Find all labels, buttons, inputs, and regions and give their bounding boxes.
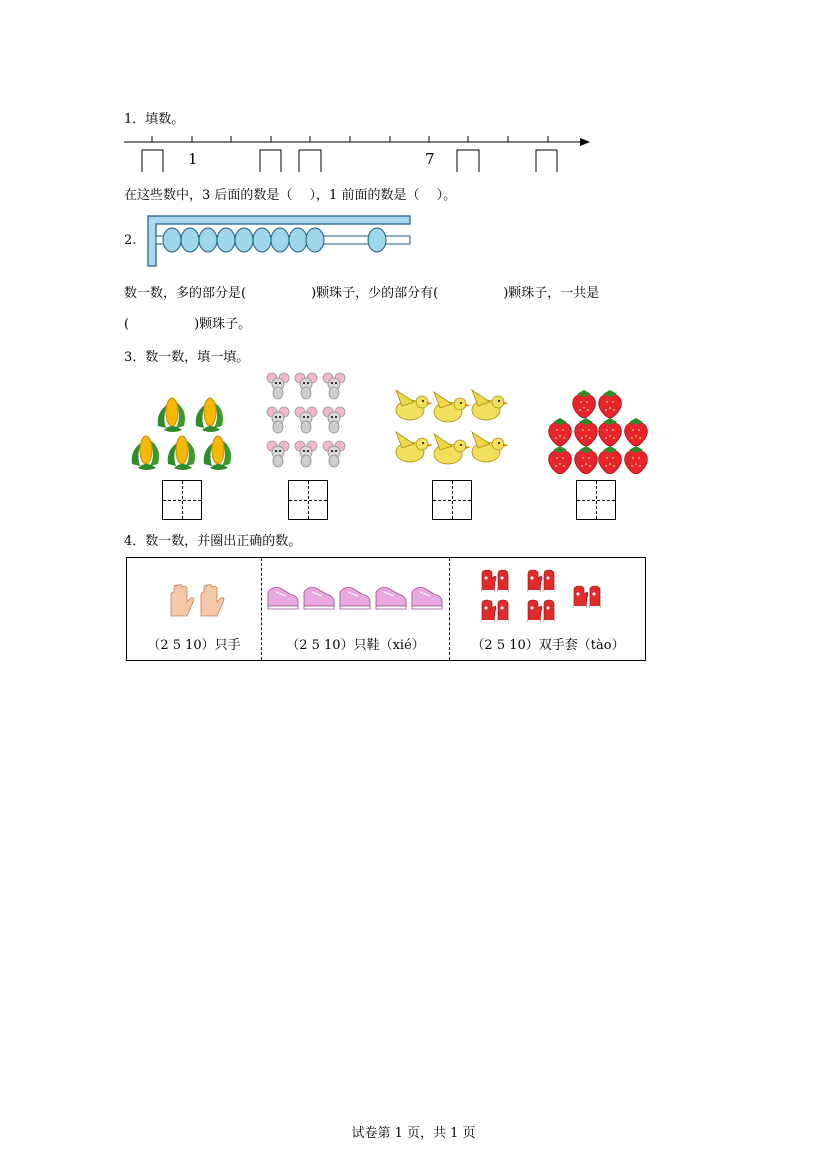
caption-mittens[interactable]: （2 5 10）双手套（tào） (471, 638, 625, 653)
question-1-title: 1．填数。 (124, 112, 185, 127)
question-4-title: 4．数一数，并圈出正确的数。 (124, 534, 302, 549)
bead (306, 228, 324, 252)
answer-grid-box[interactable] (288, 480, 328, 520)
bead (217, 228, 235, 252)
bead (163, 228, 181, 252)
cell-mittens (450, 558, 646, 660)
question-2-line-2: ( )颗珠子。 (124, 317, 252, 332)
tick-label-1: 1 (188, 150, 198, 168)
tick-label-7: 7 (425, 150, 435, 168)
shoe-icon (266, 582, 446, 612)
blank-box (536, 150, 557, 172)
question-4-table (126, 557, 646, 661)
caption-shoes[interactable]: （2 5 10）只鞋（xié） (286, 638, 425, 653)
bead (289, 228, 307, 252)
question-3-title: 3．数一数，填一填。 (124, 350, 250, 365)
mitten-icon (480, 566, 620, 626)
bead (235, 228, 253, 252)
page-footer: 试卷第 1 页，共 1 页 (351, 1126, 476, 1141)
answer-grid-box[interactable] (576, 480, 616, 520)
bead (181, 228, 199, 252)
corn-icon (124, 392, 234, 472)
cell-hands (127, 558, 261, 660)
bead (271, 228, 289, 252)
bird-icon (392, 386, 508, 470)
abacus (144, 212, 414, 270)
hand-icon (167, 582, 227, 618)
bead (199, 228, 217, 252)
answer-grid-box[interactable] (432, 480, 472, 520)
bead (253, 228, 271, 252)
question-2-line-1: 数一数，多的部分是( )颗珠子，少的部分有( )颗珠子，一共是 (124, 286, 600, 301)
blank-box (457, 150, 479, 172)
blank-box (142, 150, 163, 172)
cell-shoes (262, 558, 449, 660)
strawberry-icon (546, 388, 652, 474)
blank-box (260, 150, 281, 172)
answer-grid-box[interactable] (162, 480, 202, 520)
bead (368, 228, 386, 252)
mouse-icon (262, 370, 352, 474)
question-2-label: 2. (124, 233, 137, 248)
question-1-text: 在这些数中，3 后面的数是（ ），1 前面的数是（ ）。 (124, 188, 457, 203)
caption-hands[interactable]: （2 5 10）只手 (147, 638, 241, 653)
blank-box (299, 150, 321, 172)
